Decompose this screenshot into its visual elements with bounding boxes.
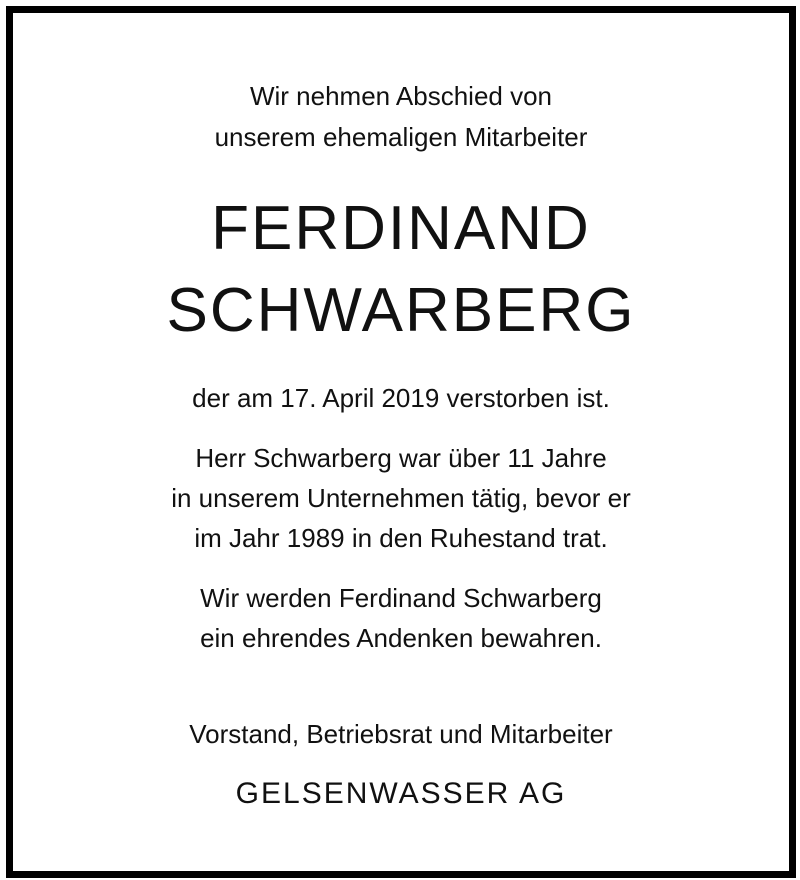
company-name: GELSENWASSER AG	[235, 777, 567, 810]
deceased-last-name: SCHWARBERG	[166, 276, 636, 345]
obituary-notice	[6, 6, 796, 878]
career-line-3: im Jahr 1989 in den Ruhestand trat.	[194, 523, 608, 553]
remembrance-line-1: Wir werden Ferdinand Schwarberg	[200, 583, 602, 613]
intro-line-2: unserem ehemaligen Mitarbeiter	[214, 122, 588, 152]
intro-line-1: Wir nehmen Abschied von	[249, 81, 553, 111]
signatories: Vorstand, Betriebsrat und Mitarbeiter	[189, 719, 613, 749]
career-line-1: Herr Schwarberg war über 11 Jahre	[195, 443, 607, 473]
remembrance-line-2: ein ehrendes Andenken bewahren.	[200, 623, 602, 653]
deceased-first-name: FERDINAND	[211, 194, 591, 263]
death-date-line: der am 17. April 2019 verstorben ist.	[192, 383, 610, 413]
career-line-2: in unserem Unternehmen tätig, bevor er	[171, 483, 631, 513]
